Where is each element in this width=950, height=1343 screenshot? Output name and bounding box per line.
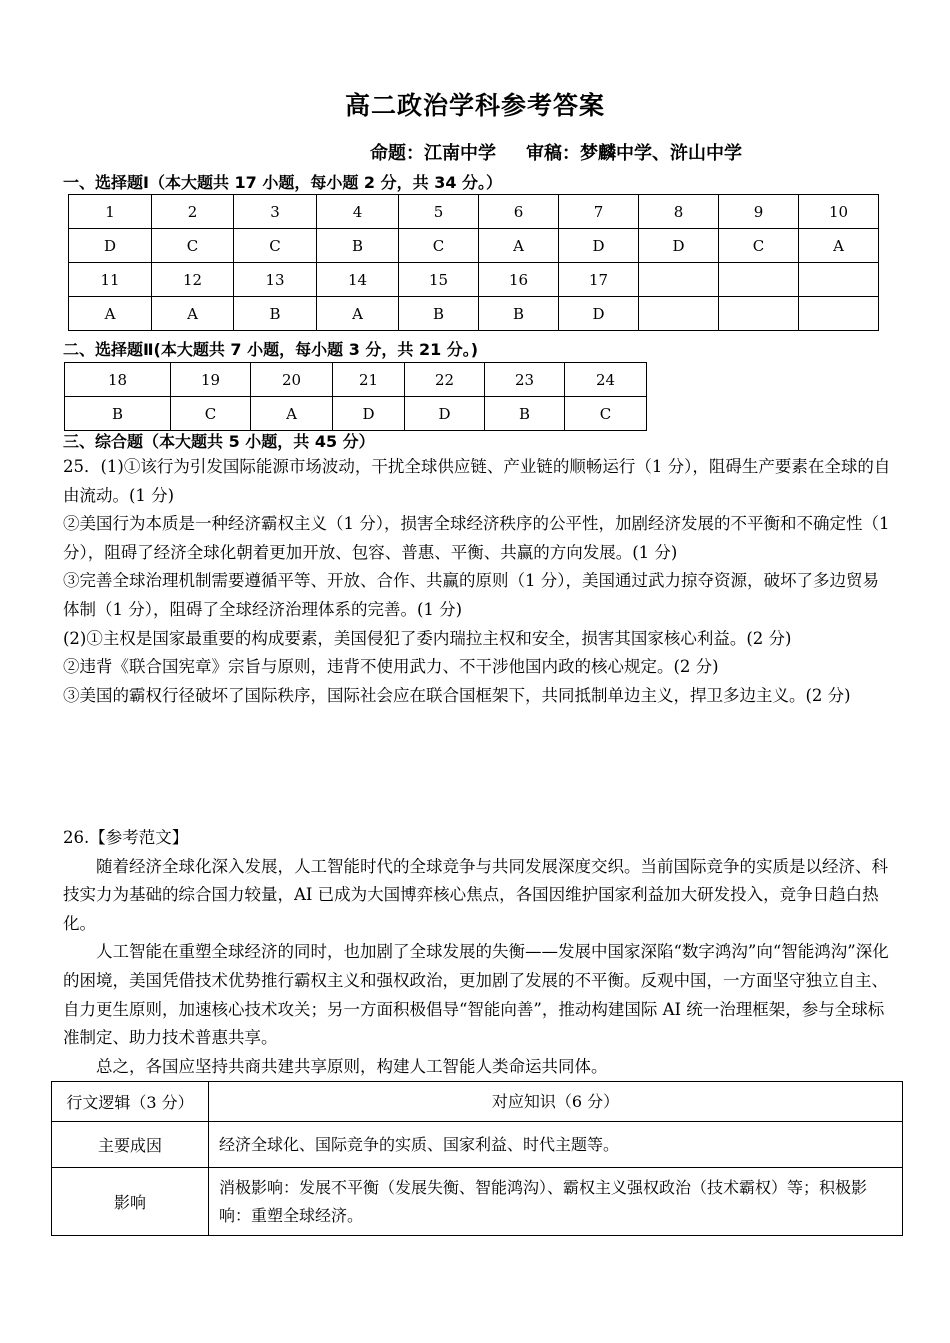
section3-heading: 三、综合题（本大题共 5 小题，共 45 分） xyxy=(63,432,375,451)
page-title: 高二政治学科参考答案 xyxy=(344,91,605,120)
answer-cell: A xyxy=(251,397,333,431)
answer-cell: A xyxy=(69,297,152,331)
answer-cell: C xyxy=(719,229,799,263)
question-number-cell: 1 xyxy=(69,195,152,229)
question-number-cell: 14 xyxy=(317,263,399,297)
question-number-cell: 15 xyxy=(399,263,479,297)
answer-cell: D xyxy=(333,397,405,431)
question-number-cell: 12 xyxy=(152,263,234,297)
q26-rubric-table xyxy=(51,1081,903,1236)
rubric-impact-label: 影响 xyxy=(52,1168,209,1236)
q26-label: 26.【参考范文】 xyxy=(63,828,189,847)
answer-cell: C xyxy=(399,229,479,263)
question-number-cell: 24 xyxy=(565,363,647,397)
answer-cell: D xyxy=(69,229,152,263)
q26-paragraph: 随着经济全球化深入发展，人工智能时代的全球竞争与共同发展深度交织。当前国际竞争的实质是以经济、科技实力为基础的综合国力较量，AI 已成为大国博弈核心焦点，各国因维护国家利益加大研发投入，竞争日趋白热化。 xyxy=(63,856,888,933)
author-line xyxy=(370,139,742,165)
answer-cell xyxy=(799,297,879,331)
answer-cell: C xyxy=(565,397,647,431)
question-number-cell: 16 xyxy=(479,263,559,297)
q25-line: (2)①主权是国家最重要的构成要素，美国侵犯了委内瑞拉主权和安全，损害其国家核心利益。(2 分) xyxy=(63,628,792,648)
question-number-cell: 21 xyxy=(333,363,405,397)
answer-cell: A xyxy=(799,229,879,263)
section2-answer-table xyxy=(64,362,647,431)
q26-paragraph: 人工智能在重塑全球经济的同时，也加剧了全球发展的失衡——发展中国家深陷“数字鸿沟”向“智能鸿沟”深化的困境，美国凭借技术优势推行霸权主义和强权政治，更加剧了发展的不平衡。反观中国，一方面坚守独立自主、自力更生原则，加速核心技术攻关；另一方面积极倡导“智能向善”，推动构建国际 AI 统一治理框架，参与全球标准制定、助力技术普惠共享。 xyxy=(63,942,889,1048)
question-number-cell xyxy=(719,263,799,297)
question-number-cell: 13 xyxy=(234,263,317,297)
answer-cell: B xyxy=(317,229,399,263)
rubric-cause-label: 主要成因 xyxy=(52,1122,209,1168)
question-number-cell: 11 xyxy=(69,263,152,297)
question-number-cell xyxy=(639,263,719,297)
question-number-cell: 23 xyxy=(485,363,565,397)
question-number-cell: 4 xyxy=(317,195,399,229)
rubric-row xyxy=(52,1168,903,1236)
answer-cell: C xyxy=(234,229,317,263)
question-number-cell: 22 xyxy=(405,363,485,397)
q25-line: ②美国行为本质是一种经济霸权主义（1 分），损害全球经济秩序的公平性，加剧经济发展的不平衡和不确定性（1 分），阻碍了经济全球化朝着更加开放、包容、普惠、平衡、共赢的方向发展。(1 分) xyxy=(63,514,890,562)
question-number-cell: 17 xyxy=(559,263,639,297)
question-number-cell: 5 xyxy=(399,195,479,229)
question-number-cell: 7 xyxy=(559,195,639,229)
section1-heading: 一、选择题Ⅰ（本大题共 17 小题，每小题 2 分，共 34 分。） xyxy=(63,173,503,192)
answer-cell: A xyxy=(317,297,399,331)
answer-cell: D xyxy=(559,229,639,263)
question-number-cell: 19 xyxy=(171,363,251,397)
question-number-cell xyxy=(799,263,879,297)
q25-answer xyxy=(63,453,891,710)
answer-row xyxy=(69,263,879,297)
answer-cell: D xyxy=(559,297,639,331)
question-number-cell: 3 xyxy=(234,195,317,229)
q25-line: ②违背《联合国宪章》宗旨与原则，违背不使用武力、不干涉他国内政的核心规定。(2 分) xyxy=(63,657,719,677)
rubric-header-logic: 行文逻辑（3 分） xyxy=(52,1082,209,1122)
question-number-cell: 8 xyxy=(639,195,719,229)
q25-line: ③完善全球治理机制需要遵循平等、开放、合作、共赢的原则（1 分），美国通过武力掠夺资源，破坏了多边贸易体制（1 分），阻碍了全球经济治理体系的完善。(1 分) xyxy=(63,571,879,619)
answer-cell: D xyxy=(405,397,485,431)
answer-cell: D xyxy=(639,229,719,263)
answer-cell: B xyxy=(399,297,479,331)
answer-row xyxy=(69,195,879,229)
question-number-cell: 2 xyxy=(152,195,234,229)
section2-heading: 二、选择题Ⅱ(本大题共 7 小题，每小题 3 分，共 21 分。) xyxy=(63,340,479,359)
answer-cell: B xyxy=(485,397,565,431)
q26-paragraph: 总之，各国应坚持共商共建共享原则，构建人工智能人类命运共同体。 xyxy=(96,1056,608,1076)
q25-line: ③美国的霸权行径破坏了国际秩序，国际社会应在联合国框架下，共同抵制单边主义，捍卫多边主义。(2 分) xyxy=(63,685,851,705)
question-number-cell: 18 xyxy=(65,363,171,397)
q26-answer xyxy=(63,824,891,1081)
answer-cell: A xyxy=(479,229,559,263)
rubric-cause-text: 经济全球化、国际竞争的实质、国家利益、时代主题等。 xyxy=(209,1122,903,1168)
answer-cell: C xyxy=(152,229,234,263)
answer-cell: C xyxy=(171,397,251,431)
reviewer-text: 审稿：梦麟中学、浒山中学 xyxy=(526,143,742,164)
proposer-text: 命题：江南中学 xyxy=(370,143,496,164)
answer-cell: B xyxy=(65,397,171,431)
question-number-cell: 20 xyxy=(251,363,333,397)
question-number-cell: 9 xyxy=(719,195,799,229)
rubric-header-knowledge: 对应知识（6 分） xyxy=(209,1082,903,1122)
rubric-header-row xyxy=(52,1082,903,1122)
answer-cell xyxy=(639,297,719,331)
answer-row xyxy=(65,363,647,397)
answer-row xyxy=(69,297,879,331)
q25-line: 25．(1)①该行为引发国际能源市场波动，干扰全球供应链、产业链的顺畅运行（1 分），阻碍生产要素在全球的自由流动。(1 分) xyxy=(63,457,891,505)
answer-cell: A xyxy=(152,297,234,331)
answer-cell: B xyxy=(234,297,317,331)
answer-cell xyxy=(719,297,799,331)
rubric-row xyxy=(52,1122,903,1168)
section1-answer-table xyxy=(68,194,879,331)
answer-row xyxy=(69,229,879,263)
answer-row xyxy=(65,397,647,431)
answer-cell: B xyxy=(479,297,559,331)
question-number-cell: 6 xyxy=(479,195,559,229)
rubric-impact-text: 消极影响：发展不平衡（发展失衡、智能鸿沟）、霸权主义强权政治（技术霸权）等；积极影响：重塑全球经济。 xyxy=(209,1168,903,1236)
question-number-cell: 10 xyxy=(799,195,879,229)
